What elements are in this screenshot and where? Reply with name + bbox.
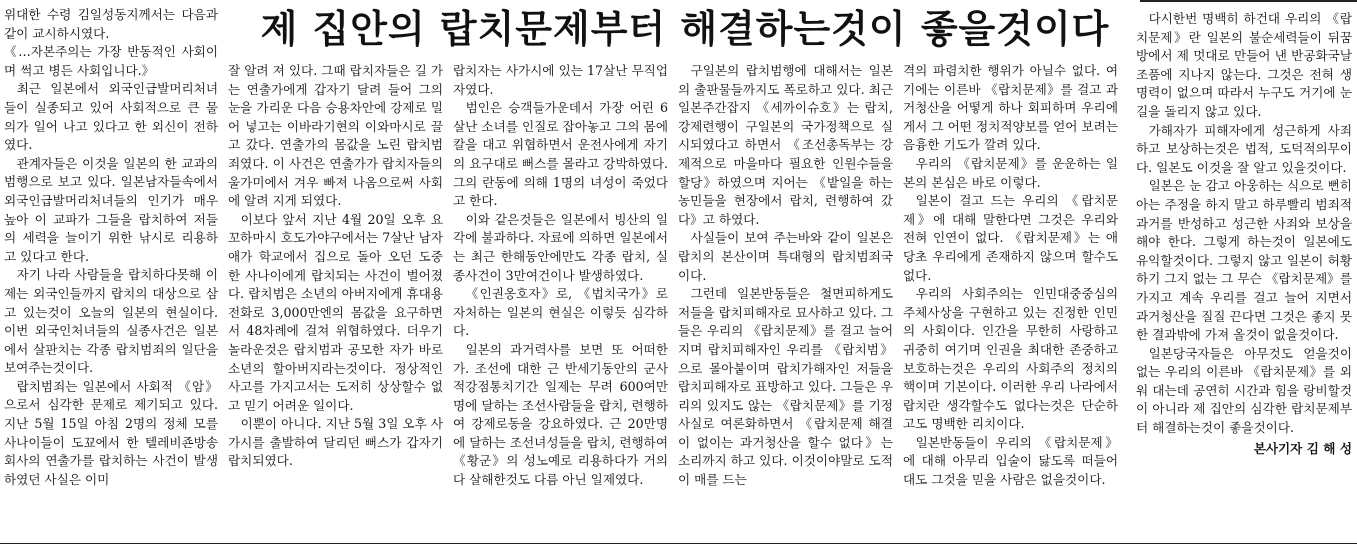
paragraph: 잘 알려 져 있다. 그때 랍치자들은 길 가는 연출가에게 갑자기 달려 들어 그의 눈을 가리운 다음 승용차안에 강제로 밀어 넣고는 이바라기현의 이와마시로 끌고 갔다. 연출가의 몸값을 노린 랍치범죄였다. 이 사건은 연출가가 랍치자들의 울가미에서 겨우 빠져 나옴으로써 사회에 알려 지게 되였다. [228, 63, 443, 209]
paragraph: 위대한 수령 김일성동지께서는 다음과 같이 교시하시였다. [4, 7, 218, 41]
paragraph: 일본의 과거력사를 보면 또 어떠한가. 조선에 대한 근 반세기동안의 군사적강점통치기간 일제는 무려 600여만명에 달하는 조선사람들을 랍치, 련행하여 강제로동을 강요하였다. 근 20만명에 달하는 조선녀성들을 랍치, 련행하여 《황군》의 성노예로 리용하다가 거의다 살해한것도 다름 아닌 일제였다. [453, 341, 668, 488]
paragraph: 가해자가 피해자에게 성근하게 사죄하고 보상하는것은 법적, 도덕적의무이다. 일본도 이것을 잘 알고 있을것이다. [1136, 122, 1352, 175]
article-column-4 [678, 62, 893, 540]
quote-paragraph: 《…자본주의는 가장 반동적인 사회이며 썩고 병든 사회입니다.》 [4, 44, 218, 78]
paragraph: 구일본의 랍치범행에 대해서는 일본의 출판물들까지도 폭로하고 있다. 최근 일본주간잡지 《세까이슈호》는 랍치, 강제련행이 구일본의 국가정책으로 실시되였다고 하면서 《조선총독부는 강제적으로 마을마다 필요한 인원수들을 할당》하였으며 지어는 《밭일을 하는 농민들을 현장에서 랍치, 련행하여 갔다》고 하였다. [678, 63, 893, 227]
paragraph: 사실들이 보여 주는바와 같이 일본은 랍치의 본산이며 특대형의 랍치범죄국이다. [678, 230, 893, 283]
article-column-3 [453, 62, 668, 540]
paragraph: 이와 같은것들은 일본에서 빙산의 일각에 불과하다. 자료에 의하면 일본에서는 최근 한해동안에만도 각종 랍치, 실종사건이 3만여건이나 발생하였다. [453, 211, 668, 283]
paragraph: 범인은 승객들가운데서 가장 어린 6살난 소녀를 인질로 잡아놓고 그의 몸에 칼을 대고 위협하면서 운전사에게 자기의 요구대로 뻐스를 몰라고 강박하였다. 그의 란동에 의해 1명의 녀성이 죽었다고 한다. [453, 100, 668, 209]
paragraph: 관계자들은 이것을 일본의 한 교과의 범행으로 보고 있다. 일본남자들속에서 외국인급발머리처녀들의 인기가 매우 높아 이 교파가 그들을 랍치하여 저들의 세력을 늘이기 위한 낚시로 리용하고 있다고 한다. [4, 155, 218, 264]
paragraph: 자기 나라 사람들을 랍치하다못해 이제는 외국인들까지 랍치의 대상으로 삼고 있는것이 오늘의 일본의 현실이다. 이번 외국인처녀들의 실종사건은 일본에서 살판치는 각종 랍치범죄의 일단을 보여주는것이다. [4, 267, 218, 376]
paragraph: 일본은 눈 감고 아웅하는 식으로 뻔히 아는 주정을 하지 말고 하루빨리 범죄적과거를 반성하고 성근한 사죄와 보상을 해야 한다. 그렇게 하는것이 일본에도 유익할것이다. 그렇지 않고 일본이 허황하기 그지 없는 그 무슨 《랍치문제》를 가지고 계속 우리를 걸고 늘어 지면서 과거청산을 질질 끈다면 그것은 좋지 못한 결과밖에 가져 올것이 없을것이다. [1136, 178, 1352, 343]
article-column-2 [228, 62, 443, 540]
paragraph: 다시한번 명백히 하건대 우리의 《랍치문제》란 일본의 불순세력들이 뒤꿈방에서 제 멋대로 만들어 낸 반공화국날조품에 지나지 않는다. 그것은 전혀 생명력이 없으며 따라서 누구도 거기에 눈길을 돌리지 않고 있다. [1136, 11, 1352, 119]
paragraph: 랍치범죄는 일본에서 사회적 《암》으로서 심각한 문제로 제기되고 있다. 지난 5월 15일 아침 2명의 정체 모를 사나이들이 도꾜에서 한 텔레비죤방송회사의 연출가를 랍치하는 사건이 발생하였던 사실은 이미 [4, 378, 218, 487]
article-headline: 제 집안의 랍치문제부터 해결하는것이 좋을것이다 [260, 7, 1110, 51]
paragraph: 일본반동들이 우리의 《랍치문제》에 대해 아무리 입술이 닳도록 떠들어 대도 그것을 믿을 사람은 없을것이다. [903, 434, 1118, 488]
paragraph: 이보다 앞서 지난 4월 20일 오후 요꼬하마시 호도가야구에서는 7살난 남자애가 학교에서 집으로 돌아 오던 도중 한 사나이에게 랍치되는 사건이 벌어졌다. 랍치범은 소년의 아버지에게 휴대용전화로 3,000만엔의 몸값을 요구하면서 48차례에 걸쳐 위협하였다. 더우기 놀라운것은 랍치범과 공모한 자가 바로 소년의 할아버지라는것이다. 정상적인 사고를 가지고서는 도저히 상상할수 없고 믿기 어려운 일이다. [228, 211, 443, 413]
article-column-6 [1136, 10, 1352, 540]
bottom-rule [0, 543, 1357, 544]
paragraph: 우리의 사회주의는 인민대중중심의 주체사상을 구현하고 있는 진정한 인민의 사회이다. 인간을 무한히 사랑하고 귀중히 여기며 인권을 최대한 존중하고 보호하는것은 우리의 사회주의 정치의 핵이며 기본이다. 이러한 우리 나라에서 랍치란 생각할수도 없다는것은 단순하고도 명백한 리치이다. [903, 286, 1118, 432]
paragraph: 이뿐이 아니다. 지난 5월 3일 오후 사가시를 출발하여 달리던 뻐스가 갑자기 랍치되였다. [228, 416, 443, 469]
paragraph: 우리의 《랍치문제》를 운운하는 일본의 본심은 바로 이렇다. [903, 155, 1118, 190]
author-byline: 본사기자 김 해 성 [1253, 440, 1352, 456]
paragraph: 일본이 걸고 드는 우리의 《랍치문제》에 대해 말한다면 그것은 우리와 전혀 인연이 없다. 《랍치문제》는 애당초 우리에게 존재하지 않으며 할수도 없다. [903, 193, 1118, 283]
article-column-5 [903, 62, 1118, 540]
paragraph: 랍치자는 사가시에 있는 17살난 무직업자였다. [453, 63, 668, 97]
paragraph: 일본당국자들은 아무것도 얻을것이 없는 우리의 이른바 《랍치문제》를 외워 대는데 공연히 시간과 힘을 랑비할것이 아니라 제 집안의 심각한 랍치문제부터 해결하는것이 좋을것이다. [1136, 345, 1352, 436]
paragraph: 격의 파렴치한 행위가 아닐수 없다. 여기에는 이른바 《랍치문제》를 걸고 과거청산을 어떻게 하나 회피하며 우리에게서 그 어떤 정치적양보를 얻어 보려는 음흉한 기도가 깔려 있다. [903, 63, 1118, 153]
paragraph: 그런데 일본반동들은 철면피하게도 저들을 랍치피해자로 묘사하고 있다. 그들은 우리의 《랍치문제》를 걸고 늘어 지며 랍치피해자인 우리를 《랍치범》으로 몰아붙이며 랍치가해자인 저들을 랍치피해자로 표방하고 있다. 그들은 우리의 있지도 않는 《랍치문제》를 기정사실로 여론화하면서 《랍치문제 해결이 없이는 과거청산을 할수 없다》는 소리까지 하고 있다. 이것이야말로 도적이 매를 드는 [678, 286, 893, 488]
top-right-rule [1140, 0, 1357, 2]
article-column-1 [4, 6, 218, 540]
paragraph: 《인권옹호자》로, 《법치국가》로 자처하는 일본의 현실은 이렇듯 심각하다. [453, 286, 668, 339]
paragraph: 최근 일본에서 외국인급발머리처녀들이 실종되고 있어 사회적으로 큰 물의가 일어 나고 있다고 한 외신이 전하였다. [4, 81, 218, 153]
